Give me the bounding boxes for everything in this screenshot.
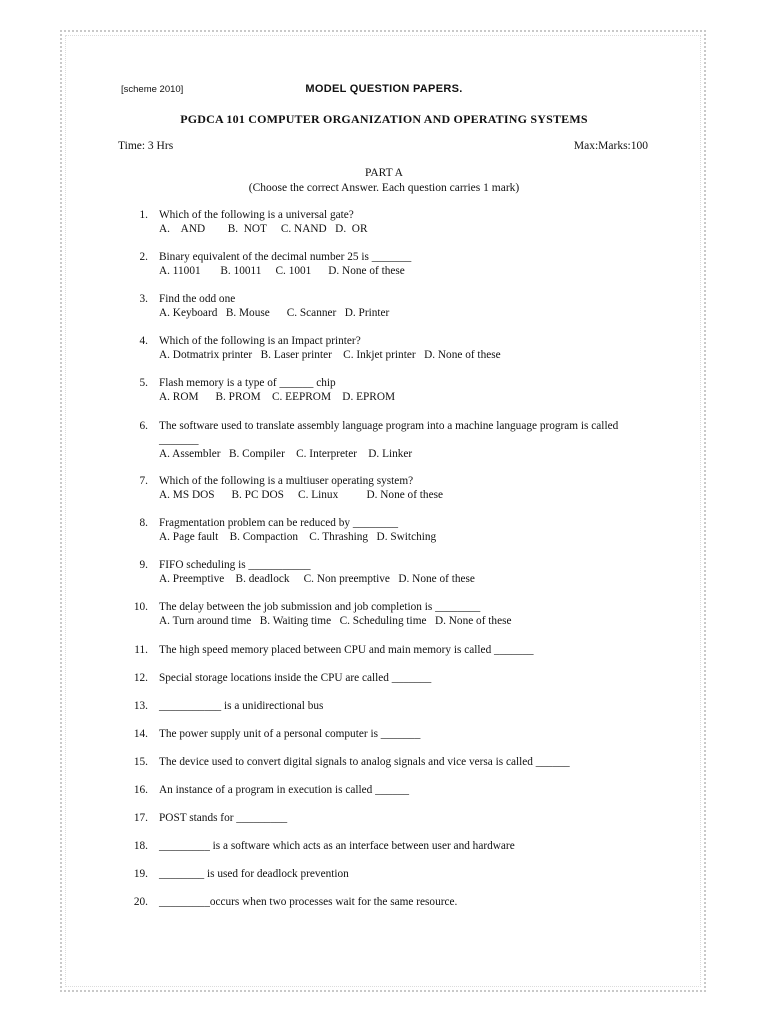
max-marks-label: Max:Marks:100 xyxy=(573,140,648,152)
question-text: Fragmentation problem can be reduced by ________ xyxy=(159,517,399,529)
question-text: _________ is a software which acts as an interface between user and hardware xyxy=(159,840,515,852)
question-options: A. Turn around time B. Waiting time C. Scheduling time D. None of these xyxy=(159,615,512,627)
question-number: 15. xyxy=(133,756,148,768)
question-number: 1. xyxy=(139,209,148,221)
question-number: 11. xyxy=(134,644,148,656)
part-instruction: (Choose the correct Answer. Each question carries 1 mark) xyxy=(248,182,520,194)
question-text: FIFO scheduling is ___________ xyxy=(159,559,311,571)
question-options: _______ A. Assembler B. Compiler C. Interpreter D. Linker xyxy=(159,434,413,460)
question-text: The high speed memory placed between CPU and main memory is called _______ xyxy=(159,644,534,656)
question-options: A. Dotmatrix printer B. Laser printer C. Inkjet printer D. None of these xyxy=(159,349,501,361)
question-number: 13. xyxy=(133,700,148,712)
question-options: A. Preemptive B. deadlock C. Non preemptive D. None of these xyxy=(159,573,475,585)
page-title: MODEL QUESTION PAPERS. xyxy=(305,83,463,95)
question-options: A. 11001 B. 10011 C. 1001 D. None of these xyxy=(159,265,405,277)
question-number: 6. xyxy=(139,420,148,432)
question-text: Special storage locations inside the CPU are called _______ xyxy=(159,672,432,684)
subject-title: PGDCA 101 COMPUTER ORGANIZATION AND OPERATING SYSTEMS xyxy=(180,112,588,126)
question-number: 7. xyxy=(139,475,148,487)
question-number: 12. xyxy=(133,672,148,684)
question-number: 19. xyxy=(133,868,148,880)
question-text: Which of the following is an Impact printer? xyxy=(159,335,361,347)
question-number: 16. xyxy=(133,784,148,796)
question-number: 3. xyxy=(139,293,148,305)
question-number: 2. xyxy=(139,251,148,263)
question-text: Find the odd one xyxy=(159,293,236,305)
scheme-label: [scheme 2010] xyxy=(121,84,184,95)
question-number: 17. xyxy=(133,812,148,824)
question-text: ___________ is a unidirectional bus xyxy=(159,700,324,712)
question-text: ________ is used for deadlock prevention xyxy=(159,868,349,880)
question-text: The software used to translate assembly language program into a machine language program is called xyxy=(159,420,619,432)
question-number: 5. xyxy=(139,377,148,389)
question-options: A. MS DOS B. PC DOS C. Linux D. None of these xyxy=(159,489,444,501)
question-text: Flash memory is a type of ______ chip xyxy=(159,377,336,389)
question-options: A. Keyboard B. Mouse C. Scanner D. Printer xyxy=(159,307,390,319)
question-text: _________occurs when two processes wait for the same resource. xyxy=(159,896,458,908)
question-number: 10. xyxy=(133,601,148,613)
question-number: 14. xyxy=(133,728,148,740)
question-options: A. Page fault B. Compaction C. Thrashing D. Switching xyxy=(159,531,437,543)
question-number: 8. xyxy=(139,517,148,529)
question-number: 4. xyxy=(139,335,148,347)
time-label: Time: 3 Hrs xyxy=(118,140,174,152)
question-text: Which of the following is a universal gate? xyxy=(159,209,354,221)
question-text: The device used to convert digital signals to analog signals and vice versa is called ______ xyxy=(159,756,570,768)
question-text: Which of the following is a multiuser operating system? xyxy=(159,475,414,487)
question-text: The delay between the job submission and job completion is ________ xyxy=(159,601,481,613)
question-text: POST stands for _________ xyxy=(159,812,288,824)
question-number: 20. xyxy=(133,896,148,908)
question-number: 9. xyxy=(139,559,148,571)
question-options: A. AND B. NOT C. NAND D. OR xyxy=(159,223,368,235)
part-heading: PART A xyxy=(365,167,403,179)
question-text: An instance of a program in execution is called ______ xyxy=(159,784,410,796)
question-text: The power supply unit of a personal computer is _______ xyxy=(159,728,421,740)
question-number: 18. xyxy=(133,840,148,852)
question-text: Binary equivalent of the decimal number 25 is _______ xyxy=(159,251,412,263)
question-options: A. ROM B. PROM C. EEPROM D. EPROM xyxy=(159,391,396,403)
